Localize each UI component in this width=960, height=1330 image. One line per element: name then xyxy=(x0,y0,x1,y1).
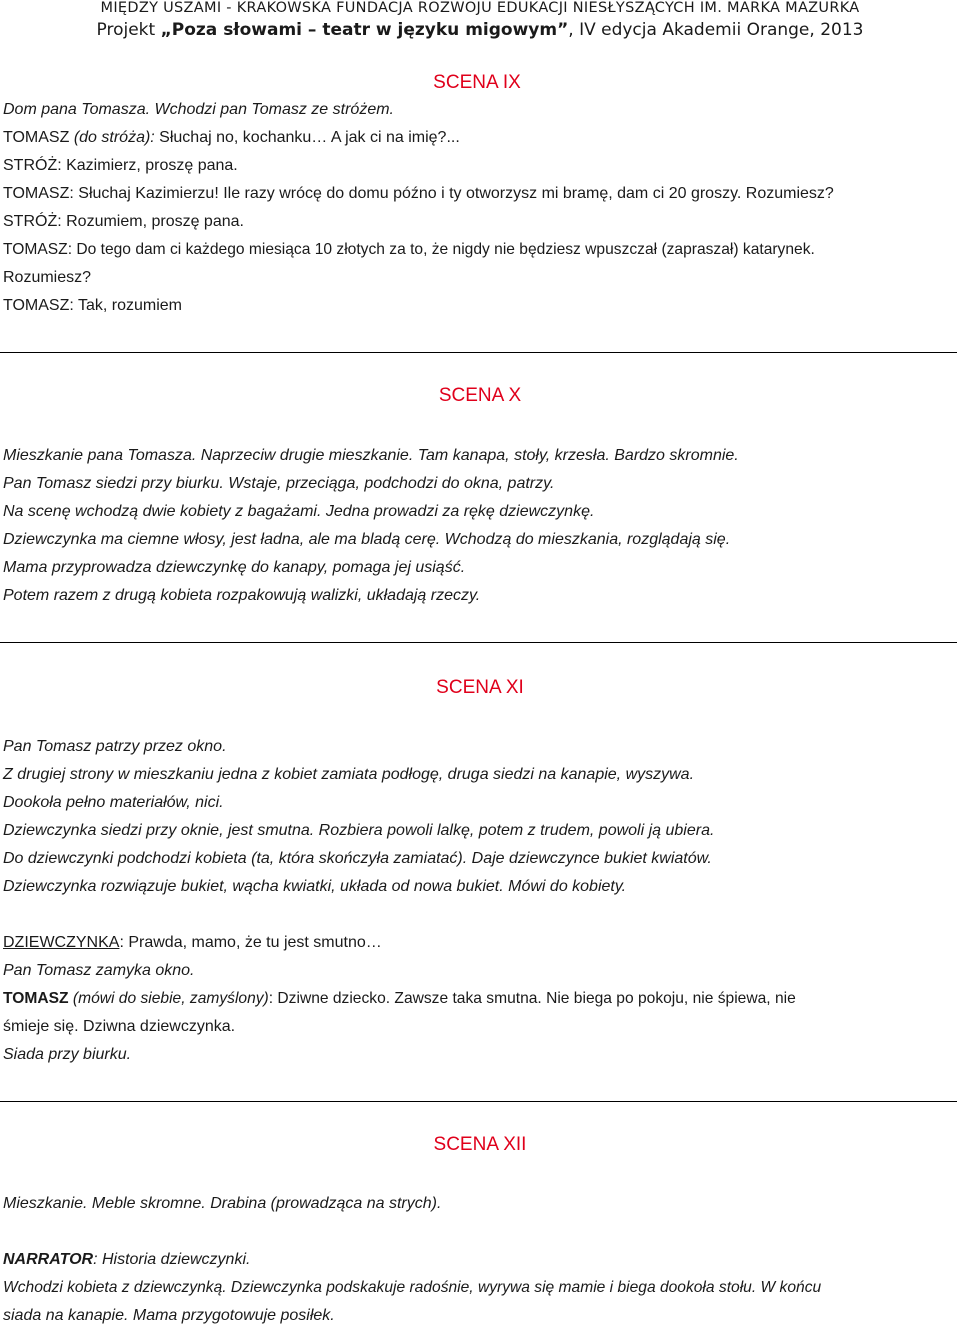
speaker-dziewczynka: DZIEWCZYNKA xyxy=(3,934,120,951)
dialogue: : Słuchaj Kazimierzu! Ile razy wrócę do domu późno i ty otworzysz mi bramę, dam ci 20 groszy. Rozumiesz? xyxy=(69,185,834,202)
scene-9-line-7 xyxy=(3,296,182,316)
scene-10-line-3: Na scenę wchodzą dwie kobiety z bagażami. Jedna prowadzi za rękę dziewczynkę. xyxy=(3,503,595,520)
scene-9-line-6b: Rozumiesz? xyxy=(3,269,92,286)
scene-9-title-text: SCENA IX xyxy=(433,72,521,93)
scene-9-line-3 xyxy=(3,156,238,176)
header-project-prefix: Projekt xyxy=(96,20,161,40)
scene-11-line-3: Dookoła pełno materiałów, nici. xyxy=(3,794,224,811)
scene-10-line-6: Potem razem z drugą kobieta rozpakowują walizki, układają rzeczy. xyxy=(3,587,481,604)
scene-10-line-1: Mieszkanie pana Tomasza. Naprzeciw drugie mieszkanie. Tam kanapa, stoły, krzesła. Bardzo skromnie. xyxy=(3,447,739,464)
dialogue: : Prawda, mamo, że tu jest smutno… xyxy=(119,934,382,951)
speaker-stroz: STRÓŻ xyxy=(3,157,58,174)
scene-10-title: SCENA X xyxy=(438,385,522,406)
scene-11-line-5: Do dziewczynki podchodzi kobieta (ta, która skończyła zamiatać). Daje dziewczynce bukiet kwiatów. xyxy=(3,850,712,867)
stage-direction: (do stróża): xyxy=(69,129,155,146)
header-project xyxy=(0,20,960,40)
dialogue: : Kazimierz, proszę pana. xyxy=(57,157,238,174)
speaker-stroz: STRÓŻ xyxy=(3,213,58,230)
speaker-tomasz: TOMASZ xyxy=(3,129,70,146)
scene-10-line-2: Pan Tomasz siedzi przy biurku. Wstaje, przeciąga, podchodzi do okna, patrzy. xyxy=(3,475,555,492)
divider xyxy=(0,352,957,353)
scene-10-line-4: Dziewczynka ma ciemne włosy, jest ładna, ale ma bladą cerę. Wchodzą do mieszkania, rozglądają się. xyxy=(3,531,731,548)
scene-11-line-6: Dziewczynka rozwiązuje bukiet, wącha kwiatki, układa od nowa bukiet. Mówi do kobiety. xyxy=(3,878,627,895)
dialogue: : Rozumiem, proszę pana. xyxy=(57,213,244,230)
header-project-suffix: , IV edycja Akademii Orange, 2013 xyxy=(568,20,864,40)
scene-12-line-2 xyxy=(3,1250,250,1270)
scene-12-line-4: siada na kanapie. Mama przygotowuje posiłek. xyxy=(3,1307,335,1324)
scene-11-line-4: Dziewczynka siedzi przy oknie, jest smutna. Rozbiera powoli lalkę, potem z trudem, powoli ją ubiera. xyxy=(3,822,715,839)
scene-9-line-5 xyxy=(3,212,244,232)
header-project-title: „Poza słowami – teatr w języku migowym” xyxy=(160,20,569,40)
stage-direction: (mówi do siebie, zamyślony) xyxy=(68,990,269,1007)
scene-12-title: SCENA XII xyxy=(433,1134,527,1155)
scene-11-line-1: Pan Tomasz patrzy przez okno. xyxy=(3,738,227,755)
scene-11-line-2: Z drugiej strony w mieszkaniu jedna z kobiet zamiata podłogę, druga siedzi na kanapie, wyszywa. xyxy=(3,766,695,783)
scene-11-direction-2: Siada przy biurku. xyxy=(3,1046,132,1063)
speaker-tomasz: TOMASZ xyxy=(3,185,70,202)
scene-11-dialogue-2b: śmieje się. Dziwna dziewczynka. xyxy=(3,1018,236,1035)
scene-12-line-1: Mieszkanie. Meble skromne. Drabina (prowadząca na strych). xyxy=(3,1195,442,1212)
scene-9-title xyxy=(0,72,958,94)
dialogue: : Tak, rozumiem xyxy=(69,297,182,314)
scene-11-dialogue-2 xyxy=(3,989,796,1009)
speaker-tomasz: TOMASZ xyxy=(3,990,69,1007)
scene-9-line-6 xyxy=(3,240,815,260)
scene-9-line-4 xyxy=(3,184,834,204)
scene-10-line-5: Mama przyprowadza dziewczynkę do kanapy, pomaga jej usiąść. xyxy=(3,559,466,576)
dialogue: : Historia dziewczynki. xyxy=(93,1251,251,1268)
scene-11-dialogue-1 xyxy=(3,933,382,953)
scene-12-line-3: Wchodzi kobieta z dziewczynką. Dziewczynka podskakuje radośnie, wyrywa się mamie i biega dookoła stołu. W końcu xyxy=(3,1279,822,1296)
dialogue: : Dziwne dziecko. Zawsze taka smutna. Nie biega po pokoju, nie śpiewa, nie xyxy=(268,990,796,1007)
divider xyxy=(0,642,957,643)
divider xyxy=(0,1101,957,1102)
scene-11-direction-1: Pan Tomasz zamyka okno. xyxy=(3,962,195,979)
speaker-tomasz: TOMASZ xyxy=(3,297,70,314)
header-foundation: MIĘDZY USZAMI - KRAKOWSKA FUNDACJA ROZWOJU EDUKACJI NIESŁYSZĄCYCH IM. MARKA MAZURKA xyxy=(100,0,860,16)
dialogue: Słuchaj no, kochanku… A jak ci na imię?... xyxy=(154,129,460,146)
scene-11-title: SCENA XI xyxy=(436,677,524,698)
dialogue: : Do tego dam ci każdego miesiąca 10 złotych za to, że nigdy nie będziesz wpuszczał (zapraszał) katarynek. xyxy=(67,241,815,258)
scene-9-line-2 xyxy=(3,128,460,148)
speaker-narrator: NARRATOR xyxy=(3,1251,94,1268)
scene-9-line-1: Dom pana Tomasza. Wchodzi pan Tomasz ze stróżem. xyxy=(3,101,394,118)
speaker-tomasz: TOMASZ xyxy=(3,241,68,258)
